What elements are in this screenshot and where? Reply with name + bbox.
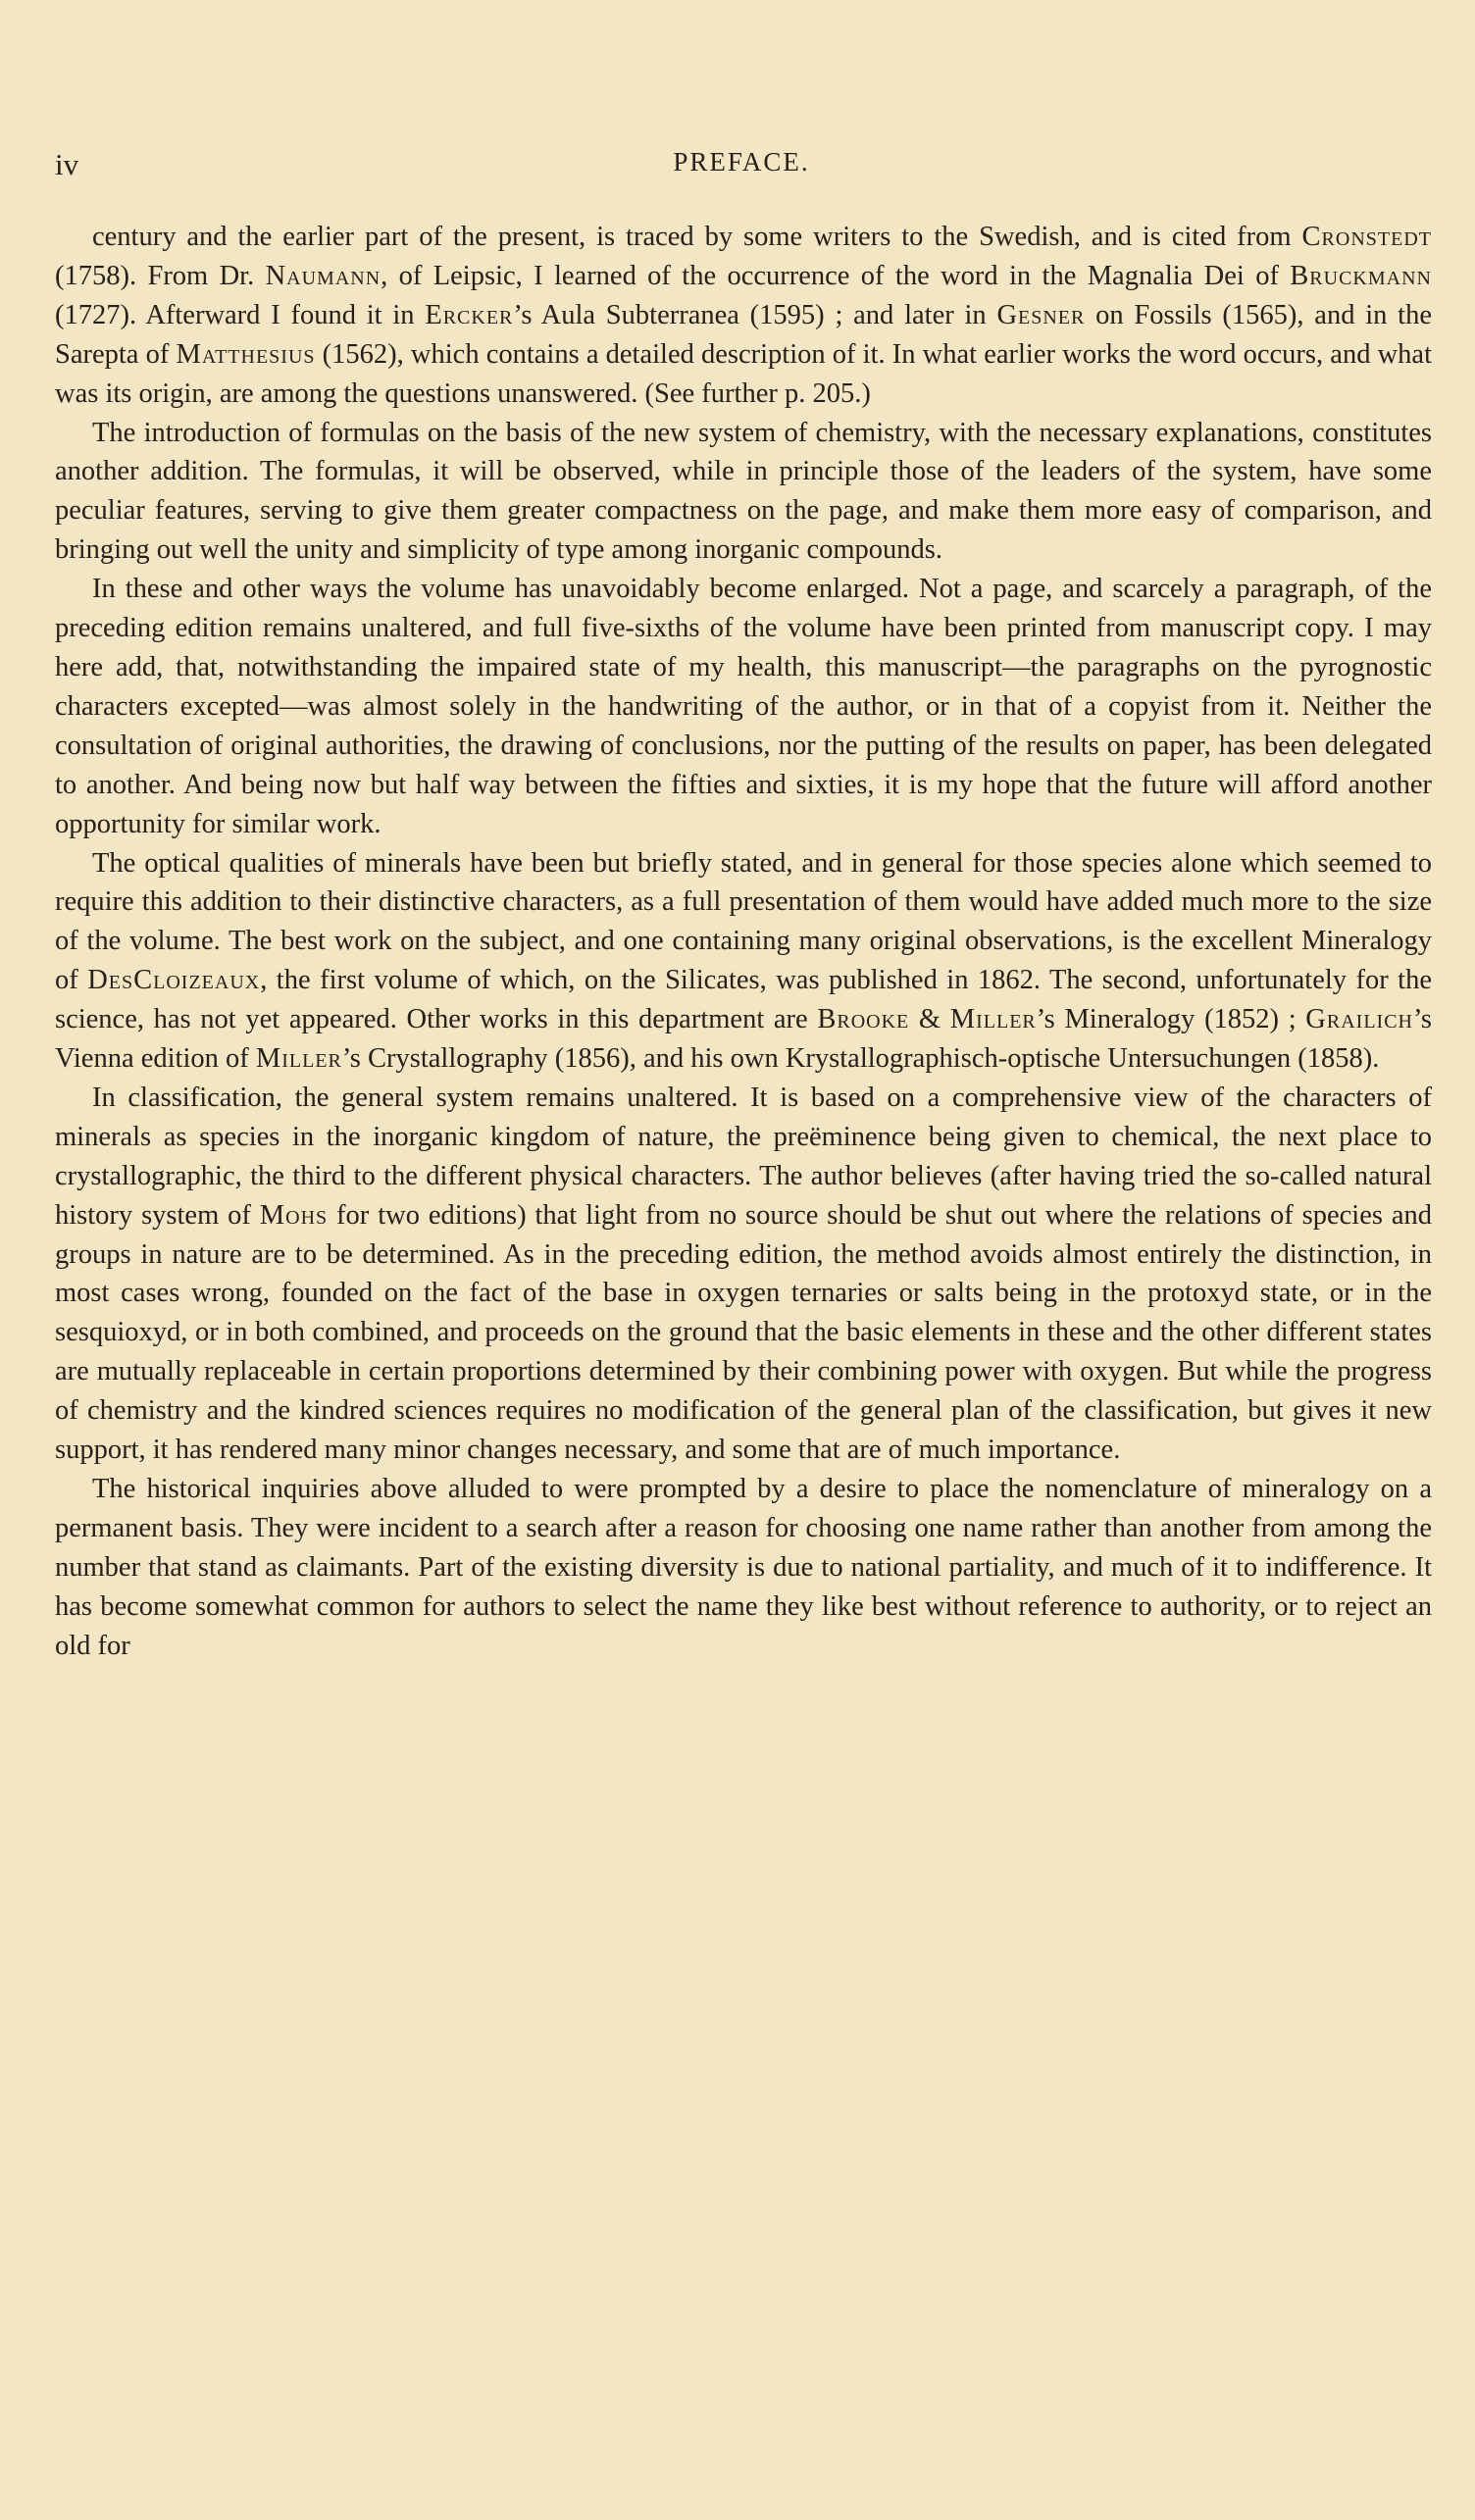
author-name: Ercker	[425, 299, 514, 330]
text-run: ’s Mineralogy (1852) ;	[1036, 1004, 1306, 1035]
author-name: Gesner	[996, 299, 1086, 330]
author-name: Cronstedt	[1301, 222, 1432, 252]
text-run: The historical inquiries above alluded to were prompted by a desire to place the nomenclature of mineralogy on a permanent basis. They were incident to a search after a reason for choosing one name rather than another from among the number that stand as claimants. Part of the existing diversity is due to national partiality, and much of it to indifference. It has become somewhat common for authors to select the name they like best without reference to authority, or to reject an old for	[55, 1474, 1432, 1661]
text-run: century and the earlier part of the present, is traced by some writers to the Swedish, and is cited from	[92, 222, 1302, 252]
text-run: (1562), which contains a detailed description of it. In what earlier works the word occurs, and what was its origin, are among the questions unanswered. (See further p. 205.)	[55, 338, 1432, 409]
author-name: Miller	[255, 1043, 342, 1075]
paragraph-1	[55, 218, 1432, 414]
text-run: (1727). Afterward I found it in	[55, 299, 426, 330]
paragraph-6	[55, 1470, 1432, 1666]
author-name: Grailich	[1305, 1004, 1413, 1035]
text-run: In these and other ways the volume has unavoidably become enlarged. Not a page, and scarcely a paragraph, of the preceding edition remains unaltered, and full five-sixths of the volume have been printed from manuscript copy. I may here add, that, notwithstanding the impaired state of my health, this manuscript—the paragraphs on the pyrognostic characters excepted—was almost solely in the handwriting of the author, or in that of a copyist from it. Neither the consultation of original authorities, the drawing of conclusions, nor the putting of the results on paper, has been delegated to another. And being now but half way between the fifties and sixties, it is my hope that the future will afford another opportunity for similar work.	[55, 574, 1432, 839]
page-header	[55, 147, 1428, 186]
text-run: The optical qualities of minerals have been but briefly stated, and in general for those species alone which seemed to require this addition to their distinctive characters, as a full presentation of them would have added much more to the size of the volume. The best work on the subject, and one containing many original observations, is the excellent Mineralogy of	[55, 847, 1432, 996]
body-text	[55, 218, 1432, 1666]
paragraph-3	[55, 570, 1432, 843]
text-run: , the first volume of which, on the Silicates, was published in 1862. The second, unfortunately for the science, has not yet appeared. Other works in this department are	[55, 965, 1432, 1035]
author-name: Bruckmann	[1290, 260, 1432, 291]
text-run: ’s Aula Subterranea (1595) ; and later in	[513, 299, 997, 330]
author-name: Mohs	[259, 1199, 329, 1231]
text-run: ’s Crystallography (1856), and his own Krystallographisch-optische Untersuchungen (1858).	[341, 1043, 1380, 1075]
text-run: The introduction of formulas on the basis of the new system of chemistry, with the necessary explanations, constitutes another addition. The formulas, it will be observed, while in principle those of the leaders of the system, have some peculiar features, serving to give them greater compactness on the page, and make them more easy of comparison, and bringing out well the unity and simplicity of type among inorganic compounds.	[55, 417, 1432, 566]
text-run: (1758). From Dr.	[55, 260, 266, 291]
text-run: for two editions) that light from no source should be shut out where the relations of species and groups in nature are to be determined. As in the preceding edition, the method avoids almost entirely the distinction, in most cases wrong, founded on the fact of the base in oxygen ternaries or salts being in the protoxyd state, or in the sesquioxyd, or in both combined, and proceeds on the ground that the basic elements in these and the other different states are mutually replaceable in certain proportions determined by their combining power with oxygen. But while the progress of chemistry and the kindred sciences requires no modification of the general plan of the classification, but gives it new support, it has rendered many minor changes necessary, and some that are of much importance.	[55, 1199, 1433, 1466]
running-head: PREFACE.	[673, 147, 810, 176]
text-run: , of Leipsic, I learned of the occurrence of the word in the Magnalia Dei of	[381, 260, 1291, 291]
text-run: In classification, the general system remains unaltered. It is based on a comprehensive view of the characters of minerals as species in the inorganic kingdom of nature, the preëminence being given to chemical, the next place to crystallographic, the third to the different physical characters. The author believes (after having tried the so-called natural history system of	[55, 1082, 1432, 1231]
text-run: ’s Vienna edition of	[55, 1004, 1432, 1075]
paragraph-5	[55, 1079, 1432, 1470]
paragraph-2	[55, 414, 1432, 571]
author-name: Matthesius	[176, 338, 316, 370]
page-number: iv	[55, 147, 79, 181]
author-name: Miller	[949, 1004, 1037, 1035]
author-name: Brooke	[817, 1004, 910, 1035]
paragraph-4	[55, 844, 1432, 1079]
text-run: on Fossils (1565), and in the Sarepta of	[55, 299, 1432, 370]
author-name: Naumann	[265, 260, 381, 291]
text-run: &	[909, 1004, 950, 1035]
author-name: DesCloizeaux	[87, 965, 261, 996]
